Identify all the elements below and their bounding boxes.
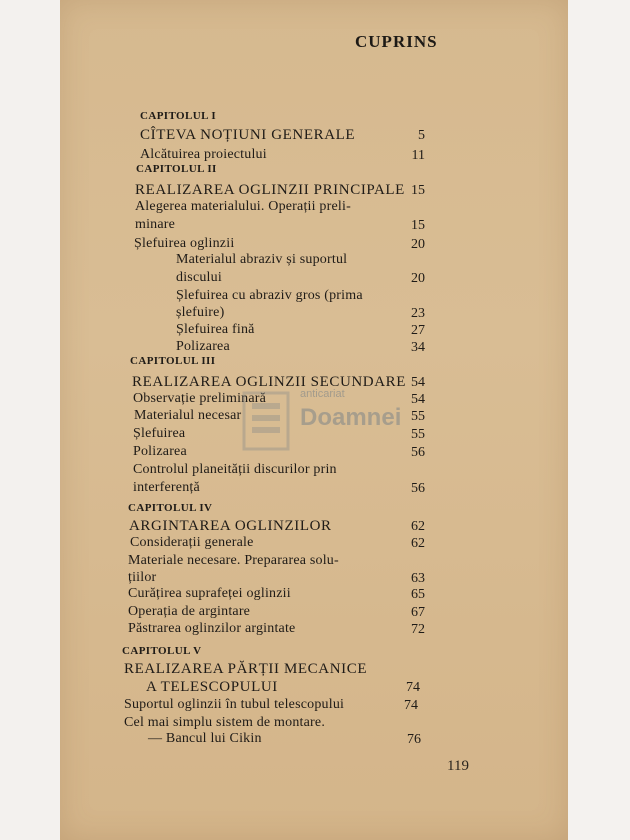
watermark-line-2: Doamnei <box>300 404 402 431</box>
toc-page-number: 54 <box>411 392 425 407</box>
chapter-title: ARGINTAREA OGLINZILOR <box>129 518 332 534</box>
toc-entry: Păstrarea oglinzilor argintate <box>128 621 296 636</box>
chapter-title: REALIZAREA PĂRȚII MECANICE <box>124 661 368 677</box>
toc-entry: Alcătuirea proiectului <box>140 147 267 162</box>
toc-page-number: 15 <box>411 218 425 233</box>
chapter-title: REALIZAREA OGLINZII PRINCIPALE <box>135 182 405 198</box>
toc-page-number: 72 <box>411 622 425 637</box>
toc-entry: Operația de argintare <box>128 604 251 619</box>
toc-entry: șlefuire) <box>176 305 225 320</box>
toc-entry: Materiale necesare. Prepararea solu- <box>128 553 339 568</box>
page-number: 119 <box>447 758 469 774</box>
chapter-heading: CAPITOLUL I <box>140 110 217 122</box>
toc-entry: — Bancul lui Cikin <box>148 731 262 746</box>
toc-page-number: 63 <box>411 571 425 586</box>
toc-page-number: 27 <box>411 323 425 338</box>
toc-entry: Alegerea materialului. Operații preli- <box>135 199 351 214</box>
toc-page-number: 55 <box>411 409 425 424</box>
toc-entry: Cel mai simplu sistem de montare. <box>124 715 326 730</box>
toc-page-number: 74 <box>406 680 420 695</box>
chapter-heading: CAPITOLUL IV <box>128 502 213 514</box>
watermark-line-1: anticariat <box>300 388 345 400</box>
toc-entry: Materialul abraziv și suportul <box>176 252 348 267</box>
toc-page-number: 56 <box>411 481 425 496</box>
chapter-title: A TELESCOPULUI <box>146 679 278 695</box>
chapter-title: CÎTEVA NOȚIUNI GENERALE <box>140 127 356 143</box>
toc-page-number: 5 <box>418 128 425 143</box>
toc-entry: țiilor <box>128 570 157 585</box>
toc-page-number: 67 <box>411 605 425 620</box>
toc-page-number: 20 <box>411 271 425 286</box>
toc-page-number: 62 <box>411 536 425 551</box>
toc-entry: discului <box>176 270 222 285</box>
chapter-heading: CAPITOLUL V <box>122 645 202 657</box>
chapter-heading: CAPITOLUL III <box>130 355 216 367</box>
toc-entry: interferență <box>133 480 200 495</box>
toc-page-number: 76 <box>407 732 421 747</box>
toc-page-number: 23 <box>411 306 425 321</box>
toc-entry: Materialul necesar <box>134 408 242 423</box>
toc-entry: Controlul planeității discurilor prin <box>133 462 337 477</box>
toc-entry: Șlefuirea cu abraziv gros (prima <box>176 288 363 303</box>
toc-entry: Considerații generale <box>130 535 254 550</box>
right-margin <box>568 0 630 840</box>
toc-entry: minare <box>135 217 176 232</box>
toc-page-number: 62 <box>411 519 425 534</box>
toc-entry: Șlefuirea oglinzii <box>134 236 235 251</box>
toc-page-number: 55 <box>411 427 425 442</box>
toc-entry: Polizarea <box>176 339 230 354</box>
chapter-heading: CAPITOLUL II <box>136 163 217 175</box>
toc-entry: Polizarea <box>133 444 187 459</box>
chapter-title: REALIZAREA OGLINZII SECUNDARE <box>132 374 407 390</box>
page-title: CUPRINS <box>355 32 438 51</box>
toc-page-number: 74 <box>404 698 418 713</box>
toc-page-number: 65 <box>411 587 425 602</box>
toc-page-number: 54 <box>411 375 425 390</box>
toc-page-number: 56 <box>411 445 425 460</box>
toc-page-number: 34 <box>411 340 425 355</box>
left-margin <box>0 0 60 840</box>
toc-entry: Suportul oglinzii în tubul telescopului <box>124 697 345 712</box>
toc-entry: Șlefuirea fină <box>176 322 255 337</box>
toc-entry: Șlefuirea <box>133 426 186 441</box>
toc-page-number: 15 <box>411 183 425 198</box>
toc-page-number: 20 <box>411 237 425 252</box>
toc-entry: Curățirea suprafeței oglinzii <box>128 586 291 601</box>
toc-page-number: 11 <box>411 148 425 163</box>
toc-entry: Observație preliminară <box>133 391 267 406</box>
